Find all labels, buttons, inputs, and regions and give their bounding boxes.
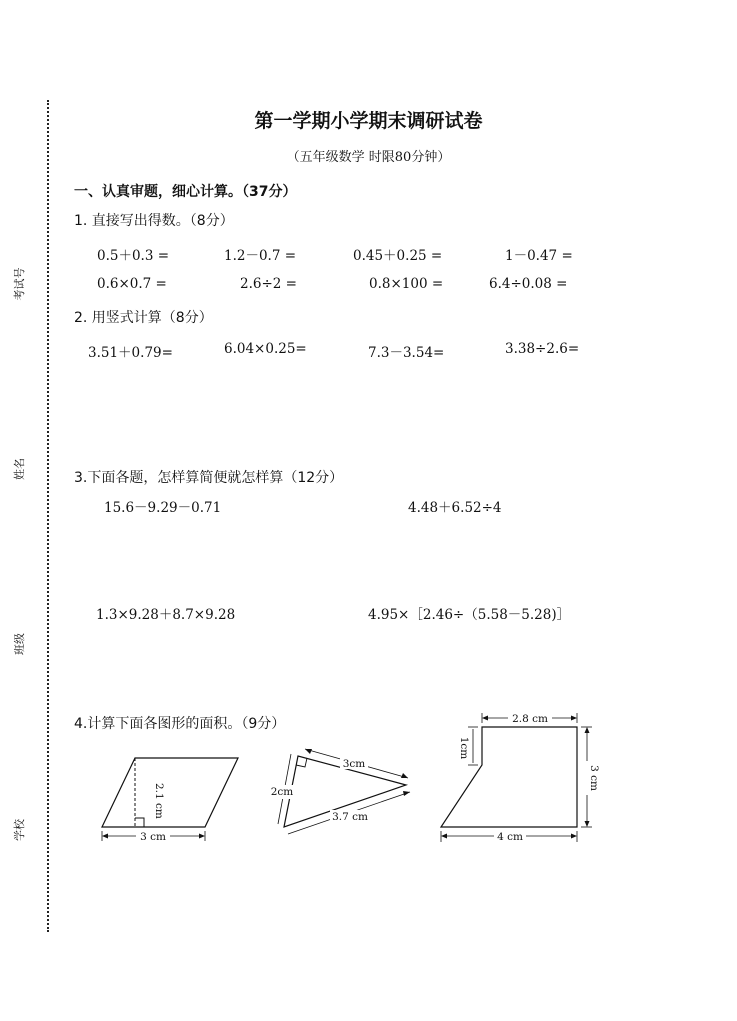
q1-item: 1.2－0.7 = <box>224 248 297 264</box>
q1-item: 1－0.47 = <box>505 248 573 264</box>
q1-item: 2.6÷2 = <box>240 276 297 292</box>
parallelogram-shape <box>102 758 238 827</box>
margin-label-school: 学校 <box>13 819 26 841</box>
question-2-title: 2. 用竖式计算（8分） <box>74 310 213 326</box>
q3-item: 4.95×［2.46÷（5.58－5.28)］ <box>368 607 571 623</box>
margin-label-name: 姓名 <box>13 458 26 480</box>
question-3-title: 3.下面各题，怎样算简便就怎样算（12分） <box>74 470 344 486</box>
q1-item: 0.8×100 = <box>369 276 444 292</box>
q1-item: 0.5＋0.3 = <box>97 248 170 264</box>
page-subtitle: （五年级数学 时限80分钟） <box>286 150 451 165</box>
page-title: 第一学期小学期末调研试卷 <box>254 110 483 132</box>
trapezoid-height-label: 3 cm <box>588 765 600 791</box>
q2-item: 3.38÷2.6= <box>505 341 580 357</box>
q2-item: 3.51＋0.79= <box>88 345 173 361</box>
margin-label-exam-number: 考试号 <box>13 267 26 301</box>
right-angle-mark <box>135 818 144 827</box>
triangle-bottom-label: 3.7 cm <box>332 811 368 823</box>
trapezoid-bottom-label: 4 cm <box>497 831 523 843</box>
triangle-figure <box>262 740 422 840</box>
trapezoid-figure <box>430 705 610 850</box>
triangle-left-label: 2cm <box>270 786 294 798</box>
parallelogram-base-label: 3 cm <box>140 831 166 843</box>
q3-item: 1.3×9.28＋8.7×9.28 <box>96 607 236 623</box>
q2-item: 7.3－3.54= <box>368 345 445 361</box>
q3-item: 15.6－9.29－0.71 <box>104 500 222 516</box>
parallelogram-height-label: 2.1 cm <box>153 783 165 819</box>
triangle-top-label: 3cm <box>342 758 366 770</box>
q1-item: 0.45＋0.25 = <box>353 248 443 264</box>
question-4-title: 4.计算下面各图形的面积。（9分） <box>74 716 286 732</box>
trapezoid-top-label: 2.8 cm <box>512 713 548 725</box>
parallelogram-figure <box>90 745 260 855</box>
q2-item: 6.04×0.25= <box>224 341 307 357</box>
question-1-title: 1. 直接写出得数。（8分） <box>74 213 234 229</box>
q3-item: 4.48＋6.52÷4 <box>408 500 502 516</box>
trapezoid-left-label: 1cm <box>458 736 470 760</box>
q1-item: 6.4÷0.08 = <box>489 276 568 292</box>
binding-dotted-line <box>47 100 49 932</box>
section-heading: 一、认真审题，细心计算。（37分） <box>74 184 297 200</box>
q1-item: 0.6×0.7 = <box>97 276 167 292</box>
margin-label-class: 班级 <box>13 633 26 655</box>
